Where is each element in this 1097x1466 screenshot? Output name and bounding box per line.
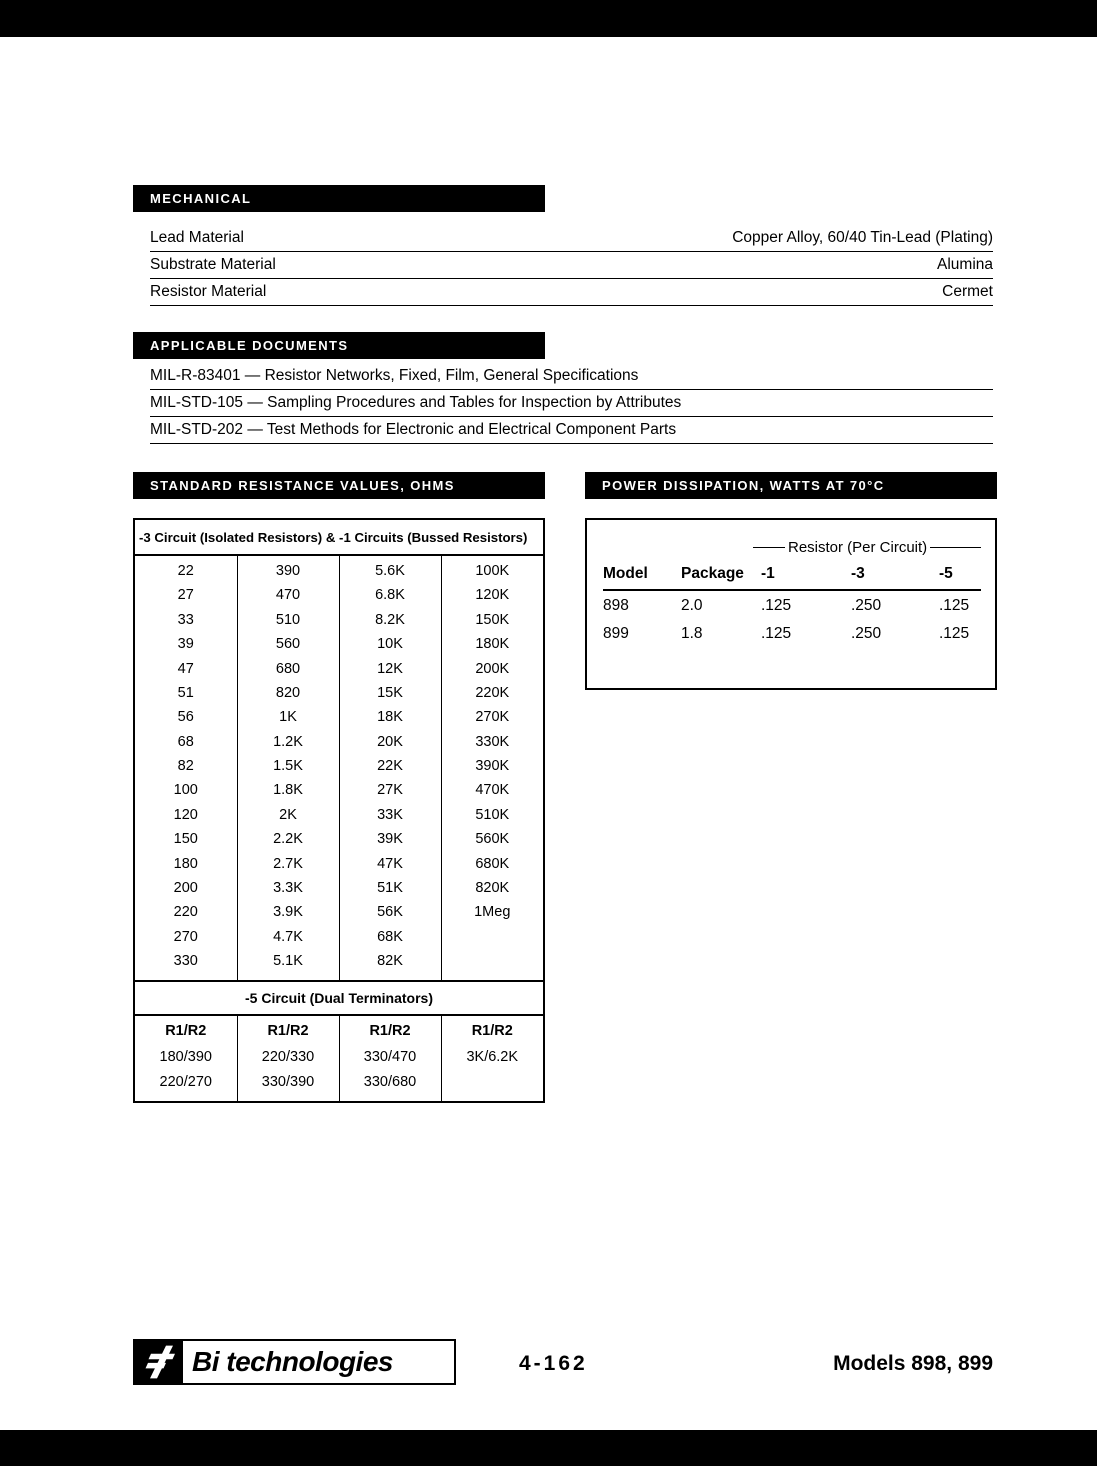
- resistance-value: 820: [237, 681, 339, 705]
- mechanical-title: MECHANICAL: [150, 191, 252, 206]
- resistance-values-header: [133, 472, 545, 499]
- resistance-value: 220K: [441, 681, 543, 705]
- resistance-value: 22K: [339, 754, 441, 778]
- resistance-value: 10K: [339, 632, 441, 656]
- power-cell: 2.0: [681, 596, 703, 614]
- resistance-value: 330K: [441, 729, 543, 753]
- resistance-value: 3.3K: [237, 876, 339, 900]
- power-cell: 1.8: [681, 625, 703, 642]
- resistance-value: 18K: [339, 705, 441, 729]
- resistance-row: [135, 608, 543, 632]
- spec-value: Cermet: [942, 283, 993, 300]
- resistance-value: 68K: [339, 924, 441, 948]
- resistance-value: 470: [237, 583, 339, 607]
- resistance-value: 100K: [441, 556, 543, 583]
- resistance-value: 3.9K: [237, 900, 339, 924]
- resistance-value: 20K: [339, 729, 441, 753]
- resistance-value: 510: [237, 608, 339, 632]
- resistance-value: 1K: [237, 705, 339, 729]
- power-header-row: [603, 559, 981, 591]
- dual-header-row: [135, 1016, 543, 1045]
- resistance-row: [135, 632, 543, 656]
- power-dissipation-table: [585, 518, 997, 690]
- resistance-value: 39: [177, 636, 194, 653]
- resistance-value: 680: [237, 656, 339, 680]
- resistance-row: [135, 656, 543, 680]
- dual-value: 220/270: [159, 1073, 212, 1090]
- power-cell: .125: [761, 596, 792, 614]
- power-cell: 899: [603, 625, 629, 642]
- mechanical-section-header: [133, 185, 545, 212]
- dual-value: 330/390: [237, 1069, 339, 1100]
- power-dissipation-header: [585, 472, 997, 499]
- spec-row: [150, 225, 993, 252]
- spec-value: Alumina: [937, 256, 993, 273]
- power-cell: .125: [939, 625, 970, 642]
- resistance-value: 56K: [339, 900, 441, 924]
- resistance-row: [135, 754, 543, 778]
- resistance-value: 56: [177, 709, 194, 726]
- resistance-value: 47: [177, 660, 194, 677]
- resistance-value: 6.8K: [339, 583, 441, 607]
- resistance-value: 270: [173, 928, 198, 945]
- resistance-value: 150: [173, 831, 198, 848]
- resistance-value: 100: [173, 782, 198, 799]
- resistance-table-header: -3 Circuit (Isolated Resistors) & -1 Circuits (Bussed Resistors): [135, 520, 543, 556]
- resistance-row: [135, 681, 543, 705]
- doc-item: MIL-R-83401 — Resistor Networks, Fixed, Film, General Specifications: [150, 363, 993, 390]
- resistance-value: 27K: [339, 778, 441, 802]
- resistance-grid: [135, 556, 543, 980]
- dash-line-left: [753, 547, 785, 548]
- resistance-value: 39K: [339, 827, 441, 851]
- resistance-value: 1.2K: [237, 729, 339, 753]
- brand-name: Bi technologies: [192, 1346, 393, 1377]
- dual-value: 3K/6.2K: [441, 1045, 543, 1069]
- applicable-docs-list: [150, 363, 993, 444]
- power-cell: .125: [939, 596, 970, 614]
- resistance-value: 1Meg: [441, 900, 543, 924]
- resistance-value: 560K: [441, 827, 543, 851]
- spec-label: Resistor Material: [150, 283, 267, 300]
- dual-terminator-table: [135, 1016, 543, 1101]
- bi-logo-icon: [135, 1341, 183, 1383]
- resistance-value: 51K: [339, 876, 441, 900]
- resistance-value: [441, 949, 543, 980]
- resistance-value: 8.2K: [339, 608, 441, 632]
- resistance-row: [135, 705, 543, 729]
- resistance-row: [135, 803, 543, 827]
- power-col-header: Package: [681, 565, 744, 582]
- resistance-value: 15K: [339, 681, 441, 705]
- dual-col-header: R1/R2: [165, 1023, 207, 1039]
- resistance-value: 120K: [441, 583, 543, 607]
- resistance-value: 180K: [441, 632, 543, 656]
- resistance-value: 82: [177, 758, 194, 774]
- resistance-value: 51: [177, 684, 194, 701]
- power-cell: .250: [851, 625, 882, 642]
- resistance-value: 82K: [339, 949, 441, 980]
- resistance-values-title: STANDARD RESISTANCE VALUES, OHMS: [150, 478, 455, 493]
- models-label: Models 898, 899: [833, 1352, 993, 1375]
- resistance-value: [441, 924, 543, 948]
- power-col-header: -1: [761, 565, 775, 582]
- dual-value: 330/470: [339, 1045, 441, 1069]
- resistance-row: [135, 949, 543, 980]
- page-number: 4-162: [519, 1352, 588, 1375]
- resistance-value: 560: [237, 632, 339, 656]
- doc-item: MIL-STD-105 — Sampling Procedures and Tables for Inspection by Attributes: [150, 390, 993, 417]
- resistance-value: 12K: [339, 656, 441, 680]
- brand-logo-box: [133, 1339, 456, 1385]
- power-row: [603, 620, 981, 649]
- dual-value-row: [135, 1069, 543, 1100]
- power-dissipation-title: POWER DISSIPATION, WATTS AT 70°C: [602, 478, 885, 493]
- dual-col-header: R1/R2: [339, 1016, 441, 1045]
- dual-value: [441, 1069, 543, 1100]
- resistance-value: 470K: [441, 778, 543, 802]
- resistance-value: 1.5K: [237, 754, 339, 778]
- power-col-header: Model: [603, 565, 648, 582]
- dual-col-header: R1/R2: [441, 1016, 543, 1045]
- resistance-value: 510K: [441, 803, 543, 827]
- resistance-row: [135, 851, 543, 875]
- resistance-row: [135, 827, 543, 851]
- resistance-row: [135, 778, 543, 802]
- spec-label: Lead Material: [150, 229, 244, 246]
- dual-value: 220/330: [237, 1045, 339, 1069]
- resistance-value: 33: [177, 611, 194, 628]
- doc-item: MIL-STD-202 — Test Methods for Electronic and Electrical Component Parts: [150, 417, 993, 444]
- resistance-value: 820K: [441, 876, 543, 900]
- dual-col-header: R1/R2: [237, 1016, 339, 1045]
- power-col-header: -3: [851, 565, 865, 582]
- dash-line-right: [930, 547, 981, 548]
- resistance-value: 1.8K: [237, 778, 339, 802]
- resistance-value: 390: [237, 556, 339, 583]
- resistance-value: 200: [173, 879, 198, 896]
- resistance-row: [135, 924, 543, 948]
- spec-row: [150, 279, 993, 306]
- resistance-value: 4.7K: [237, 924, 339, 948]
- resistance-row: [135, 900, 543, 924]
- dual-value-row: [135, 1045, 543, 1069]
- resistance-value: 220: [173, 904, 198, 921]
- resistor-per-circuit-row: [753, 535, 981, 559]
- power-cell: .125: [761, 625, 792, 642]
- resistance-value: 2K: [237, 803, 339, 827]
- resistance-table: [133, 518, 545, 1103]
- dual-value: 180/390: [159, 1049, 212, 1066]
- power-cell: 898: [603, 596, 629, 614]
- resistor-per-circuit-label: Resistor (Per Circuit): [788, 538, 928, 556]
- resistance-row: [135, 876, 543, 900]
- dual-table-body: [135, 1016, 543, 1101]
- resistance-value: 47K: [339, 851, 441, 875]
- resistance-value: 200K: [441, 656, 543, 680]
- resistance-row: [135, 583, 543, 607]
- power-row: [603, 591, 981, 620]
- resistance-value: 27: [177, 587, 194, 604]
- resistance-value: 330: [173, 953, 198, 969]
- spec-value: Copper Alloy, 60/40 Tin-Lead (Plating): [732, 229, 993, 246]
- resistance-value: 680K: [441, 851, 543, 875]
- resistance-value: 2.7K: [237, 851, 339, 875]
- applicable-documents-title: APPLICABLE DOCUMENTS: [150, 338, 349, 353]
- spec-label: Substrate Material: [150, 256, 276, 273]
- resistance-row: [135, 729, 543, 753]
- resistance-value: 5.1K: [237, 949, 339, 980]
- power-rows: [603, 591, 981, 648]
- resistance-value: 150K: [441, 608, 543, 632]
- power-cell: .250: [851, 596, 882, 614]
- mechanical-rows: [150, 225, 993, 306]
- resistance-grid-body: [135, 556, 543, 980]
- resistance-value: 120: [173, 806, 198, 823]
- resistance-row: [135, 556, 543, 583]
- resistance-value: 2.2K: [237, 827, 339, 851]
- dual-terminator-band: -5 Circuit (Dual Terminators): [135, 980, 543, 1016]
- dual-value: 330/680: [339, 1069, 441, 1100]
- resistance-value: 390K: [441, 754, 543, 778]
- power-col-header: -5: [939, 565, 953, 582]
- top-border-bar: [0, 0, 1097, 37]
- resistance-value: 5.6K: [339, 556, 441, 583]
- applicable-documents-header: [133, 332, 545, 359]
- resistance-value: 33K: [339, 803, 441, 827]
- spec-row: [150, 252, 993, 279]
- resistance-value: 270K: [441, 705, 543, 729]
- resistance-value: 22: [177, 563, 194, 579]
- resistance-value: 68: [177, 733, 194, 750]
- bottom-border-bar: [0, 1430, 1097, 1466]
- resistance-value: 180: [173, 855, 198, 872]
